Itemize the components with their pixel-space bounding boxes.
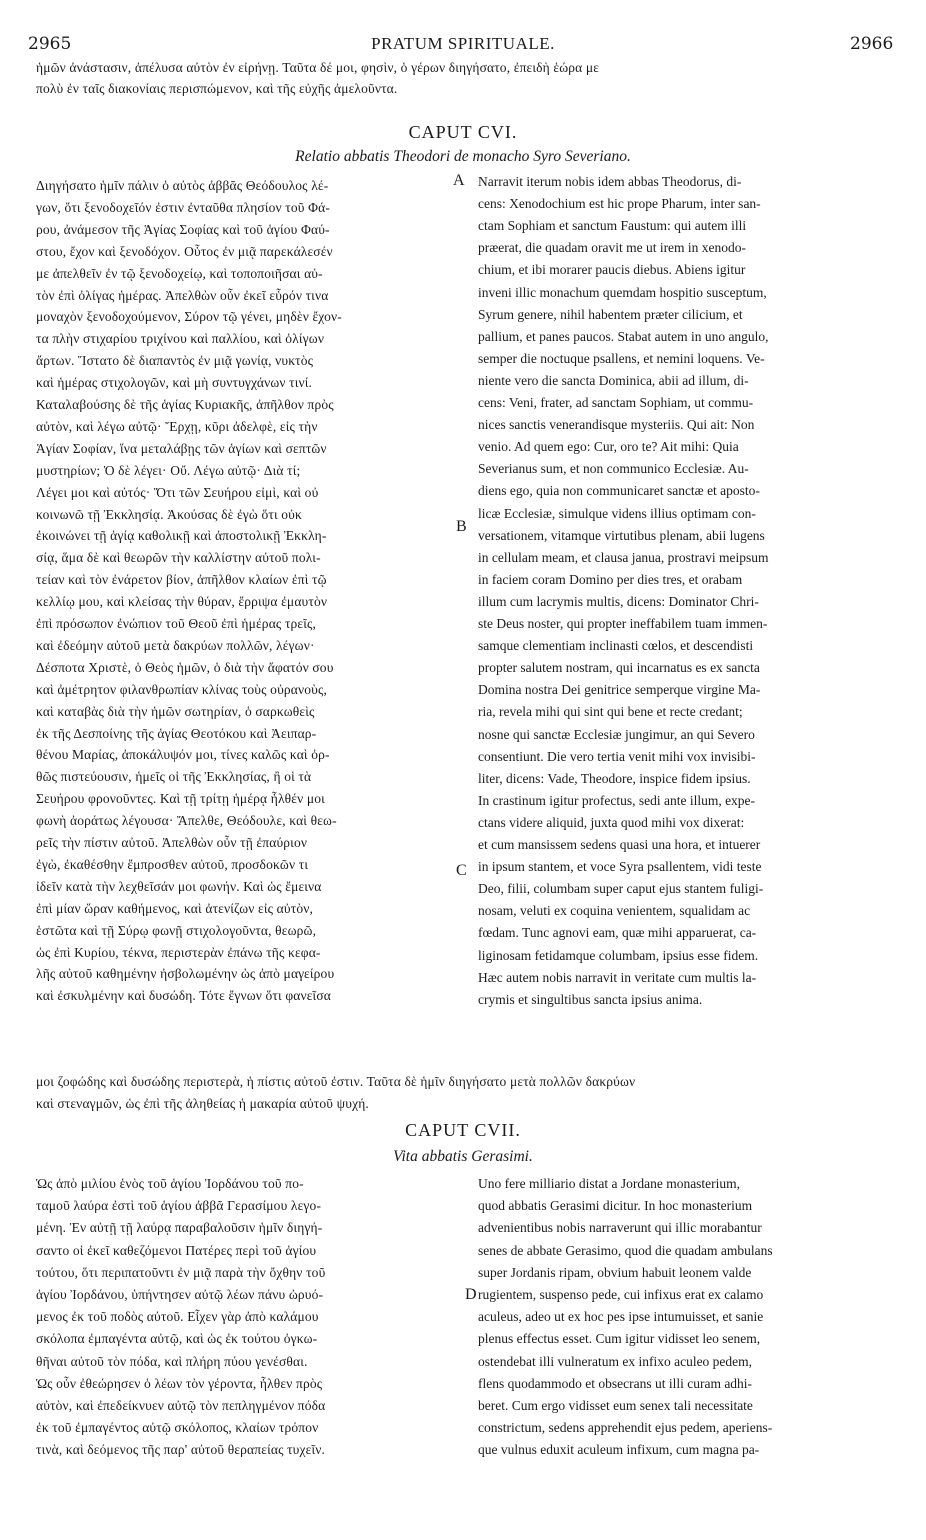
chapter-107-title: CAPUT CVII. (405, 1120, 521, 1140)
latin-text-line: pallium, et panes paucos. Stabat autem in uno angulo, (478, 328, 769, 344)
latin-text-line: Syrum genere, nihil habentem præter cilicium, et (478, 306, 743, 322)
greek-text-line: τα πλὴν στιχαρίου τριχίνου καὶ παλλίου, καὶ ὀλίγων (36, 331, 325, 347)
latin-text-line: cens: Veni, frater, ad sanctam Sophiam, ut commu- (478, 395, 754, 410)
latin-text-line: propter salutem nostram, qui incarnatus es ex sancta (478, 660, 760, 676)
greek-text-line: ἐκ τοῦ ἐμπαγέντος αὐτῷ σκόλοπος, κλαίων τρόπον (36, 1420, 319, 1436)
latin-text-line: consentiunt. Die vero tertia venit mihi vox invisibi- (478, 748, 756, 764)
greek-text-line: ὡς ἐπὶ Κυρίου, τέκνα, περιστερὰν ἐπάνω τῆς κεφα- (36, 944, 321, 960)
greek-text-line: θῶς πιστεύουσιν, ἡμεῖς οἱ τῆς Ἐκκλησίας, ἢ οἱ τὰ (36, 769, 312, 785)
margin-letter-c: C (456, 862, 467, 879)
greek-text-line: καὶ ἀμέτρητον φιλανθρωπίαν κλίνας τοὺς οὐρανοὺς, (36, 681, 328, 697)
latin-text-line: que vulnus eduxit aculeum infixum, cum magna pa- (478, 1442, 760, 1458)
latin-text-line: in faciem coram Domino per dies tres, et orabam (478, 571, 743, 587)
greek-continuation-line: μοι ζοφώδης καὶ δυσώδης περιστερὰ, ἡ πίστις αὐτοῦ ἐστιν. Ταῦτα δὲ ἡμῖν διηγήσατο μετὰ πολλῶν δακρύων (36, 1074, 636, 1089)
latin-text-line: licæ Ecclesiæ, simulque videns illius optimam con- (478, 505, 756, 521)
latin-text-line: senes de abbate Gerasimo, quod die quadam ambulans (478, 1242, 773, 1258)
greek-text-line: καὶ ἐσκυλμένην καὶ δυσώδη. Τότε ἔγνων ὅτι φανεῖσα (36, 988, 331, 1004)
latin-text-line: nosam, veluti ex coquina venientem, squalidam ac (478, 903, 751, 919)
latin-text-line: versationem, vitamque virtutibus plenam, abii lugens (478, 527, 765, 543)
greek-text-line: αὐτὸν, καὶ λέγω αὐτῷ· Ἔρχῃ, κῦρι ἀδελφὲ, εἰς τὴν (36, 418, 318, 434)
greek-text-line: μενος ἐκ τοῦ ποδὸς αὐτοῦ. Εἶχεν γὰρ ἀπὸ καλάμου (36, 1309, 319, 1325)
latin-text-line: in ipsum stantem, et voce Syra psallentem, vidi teste (478, 859, 762, 875)
intro-line: πολὺ ἐν ταῖς διακονίαις περισπώμενον, καὶ τῆς εὐχῆς ἀμελοῦντα. (36, 81, 398, 96)
latin-text-line: Domina nostra Dei genitrice semperque virgine Ma- (478, 682, 761, 698)
greek-text-line: καὶ ἡμέρας στιχολογῶν, καὶ μὴ συντυγχάνων τινί. (36, 375, 313, 391)
greek-text-line: θῆναι αὐτοῦ τὸν πόδα, καὶ πλήρη πύου γενέσθαι. (36, 1353, 308, 1369)
chapter-107-subtitle: Vita abbatis Gerasimi. (393, 1148, 533, 1165)
greek-text-line: μοναχὸν ξενοδοχούμενον, Σύρον τῷ γένει, μηδὲν ἔχον- (36, 309, 342, 325)
greek-text-line: θένου Μαρίας, ἀποκάλυψόν μοι, τίνες καλῶς καὶ ὀρ- (36, 747, 330, 763)
latin-text-line: ctam Sophiam et sanctum Faustum: qui autem illi (478, 218, 747, 234)
latin-text-line: Hæc autem nobis narravit in veritate cum multis la- (478, 969, 757, 985)
latin-text-line: plenus effectus esset. Cum igitur vidisset leo senem, (478, 1331, 761, 1347)
latin-text-line: chium, et ibi morarer paucis diebus. Abiens igitur (478, 262, 746, 278)
latin-text-line: diens ego, quia non communicaret sanctæ et aposto- (478, 483, 760, 499)
greek-text-line: τείαν καὶ τὸν ἐνάρετον βίον, ἀπῆλθον κλαίων ἐπὶ τῷ (36, 572, 327, 588)
latin-text-line: crymis et singultibus sancta ipsius anima. (478, 991, 703, 1007)
greek-text-line: κελλίῳ μου, καὶ κλείσας τὴν θύραν, ἔρριψα ἐμαυτὸν (36, 594, 328, 610)
latin-text-line: In crastinum igitur profectus, sedi ante illum, expe- (478, 792, 756, 808)
latin-text-line: inveni illic monachum quemdam hospitio susceptum, (478, 284, 767, 300)
latin-text-line: et cum mansissem sedens quasi una hora, et intuerer (478, 837, 761, 852)
latin-text-line: quod abbatis Gerasimi dicitur. In hoc monasterium (478, 1198, 753, 1214)
greek-text-line: φωνὴ ἀοράτως λέγουσα· Ἄπελθε, Θεόδουλε, καὶ θεω- (36, 813, 337, 829)
margin-letter-d: D (465, 1286, 477, 1303)
chapter-106-title: CAPUT CVI. (408, 122, 518, 142)
margin-letter-b: B (456, 518, 467, 535)
greek-text-line: ἐπὶ μίαν ὥραν καθήμενος, καὶ ἀτενίζων εἰς αὐτὸν, (36, 900, 313, 916)
latin-text-line: præerat, die quadam oravit me ut irem in xenodo- (478, 240, 747, 256)
latin-text-line: constrictum, sedens apprehendit ejus pedem, aperiens- (478, 1420, 773, 1436)
latin-text-line: flens quodammodo et obsecrans ut illi curam adhi- (478, 1375, 753, 1391)
latin-text-line: Narravit iterum nobis idem abbas Theodorus, di- (478, 174, 742, 189)
greek-text-line: ἑστῶτα καὶ τῇ Σύρῳ φωνῇ στιχολογοῦντα, θεωρῶ, (36, 922, 317, 938)
margin-letter-a: A (453, 172, 465, 189)
greek-text-line: ἐκοινώνει τῇ ἁγίᾳ καθολικῇ καὶ ἀποστολικῇ Ἐκκλη- (36, 528, 327, 544)
latin-text-line: liter, dicens: Vade, Theodore, inspice fidem ipsius. (478, 770, 751, 786)
greek-text-line: σαντο οἱ ἐκεῖ καθεζόμενοι Πατέρες περὶ τοῦ ἁγίου (36, 1242, 317, 1258)
greek-text-line: Ἁγίαν Σοφίαν, ἵνα μεταλάβῃς τῶν ἁγίων καὶ σεπτῶν (36, 440, 327, 456)
latin-text-line: beret. Cum ergo vidisset eum senex tali necessitate (478, 1398, 753, 1413)
running-title: PRATUM SPIRITUALE. (371, 34, 555, 53)
latin-text-line: liginosam fetidamque columbam, ipsius esse fidem. (478, 947, 759, 963)
greek-text-line: με ἀπελθεῖν ἐν τῷ ξενοδοχείῳ, καὶ τοποποιῆσαι αὐ- (36, 265, 323, 281)
latin-text-line: niente vero die sancta Dominica, abii ad illum, di- (478, 372, 749, 388)
latin-text-line: aculeus, adeo ut ex hoc pes ipse intumuisset, et sanie (478, 1309, 764, 1325)
greek-text-line: αὐτὸν, καὶ ἐπεδείκνυεν αὐτῷ τὸν πεπληγμένον πόδα (36, 1398, 326, 1413)
greek-text-line: τινὰ, καὶ δεόμενος τῆς παρ' αὐτοῦ θεραπείας τυχεῖν. (36, 1442, 326, 1458)
greek-text-line: ἁγίου Ἰορδάνου, ὑπήντησεν αὐτῷ λέων πάνυ ὠρυό- (36, 1287, 324, 1302)
greek-text-line: ἐκ τῆς Δεσποίνης τῆς ἁγίας Θεοτόκου καὶ Ἀειπαρ- (36, 725, 317, 741)
latin-text-line: ste Deus noster, qui propter ineffabilem tuam immen- (478, 616, 768, 631)
greek-continuation-line: καὶ στεναγμῶν, ὡς ἐπὶ τῆς ἀληθείας ἡ μακαρία αὐτοῦ ψυχή. (36, 1096, 369, 1111)
chapter-106-subtitle: Relatio abbatis Theodori de monacho Syro Severiano. (295, 148, 631, 165)
latin-text-line: Deo, filii, columbam super caput ejus stantem fuligi- (478, 881, 764, 897)
greek-text-line: ρου, ἀνάμεσον τῆς Ἁγίας Σοφίας καὶ τοῦ ἁγίου Φαύ- (36, 221, 330, 237)
greek-text-line: Σευήρου φρονοῦντες. Καὶ τῇ τρίτῃ ἡμέρᾳ ἦλθέν μοι (36, 791, 325, 807)
latin-text-line: nices sanctis venerandisque mysteriis. Qui ait: Non (478, 417, 755, 433)
latin-text-line: illum cum lacrymis multis, dicens: Dominator Chri- (478, 593, 759, 609)
latin-text-line: cens: Xenodochium est hic prope Pharum, inter san- (478, 196, 761, 212)
greek-text-line: Ὡς ἀπὸ μιλίου ἑνὸς τοῦ ἁγίου Ἰορδάνου τοῦ πο- (36, 1176, 304, 1191)
greek-text-line: ρεῖς τὴν πίστιν αὐτοῦ. Ἀπελθὼν οὖν τῇ ἐπαύριον (36, 835, 308, 850)
intro-line: ἡμῶν ἀνάστασιν, ἀπέλυσα αὐτὸν ἐν εἰρήνῃ. Ταῦτα δέ μοι, φησὶν, ὁ γέρων διηγήσατο, ἐπειδὴ ἑώρα με (36, 60, 600, 75)
greek-text-line: κοινωνῶ τῇ Ἐκκλησίᾳ. Ἀκούσας δὲ ἐγὼ ὅτι οὐκ (36, 506, 302, 522)
latin-text-line: in cellulam meam, et clausa janua, prostravi meipsum (478, 549, 769, 565)
greek-text-line: ἰδεῖν κατὰ τὴν λεχθεῖσάν μοι φωνήν. Καὶ ὡς ἔμεινα (36, 878, 322, 894)
greek-text-line: στου, ἔχον καὶ ξενοδόχον. Οὗτος ἐν μιᾷ παρεκάλεσέν (36, 243, 333, 259)
latin-text-line: ctans videre aliquid, juxta quod mihi vox dixerat: (478, 814, 745, 830)
right-page-number: 2966 (850, 34, 894, 54)
latin-text-line: rugientem, suspenso pede, cui infixus erat ex calamo (478, 1287, 764, 1302)
greek-text-line: Ὡς οὖν ἐθεώρησεν ὁ λέων τὸν γέροντα, ἦλθεν πρὸς (36, 1375, 323, 1391)
latin-text-line: fœdam. Tunc agnovi eam, quæ mihi apparuerat, ca- (478, 925, 757, 941)
latin-text-line: nosne qui sanctæ Ecclesiæ jungimur, an qui Severo (478, 726, 755, 742)
latin-text-line: samque clementiam inclinasti cœlos, et descendisti (478, 638, 754, 654)
latin-text-line: super Jordanis ripam, obvium habuit leonem valde (478, 1264, 752, 1280)
greek-text-line: ταμοῦ λαύρα ἐστὶ τοῦ ἁγίου ἀββᾶ Γερασίμου λεγο- (36, 1198, 322, 1214)
greek-text-line: ἐγὼ, ἐκαθέσθην ἔμπροσθεν αὐτοῦ, προσδοκῶν τι (36, 856, 309, 872)
greek-text-line: μένη. Ἐν αὐτῇ τῇ λαύρᾳ παραβαλοῦσιν ἡμῖν διηγή- (36, 1220, 323, 1236)
greek-text-line: τὸν ἐπὶ ὀλίγας ἡμέρας. Ἀπελθὼν οὖν ἐκεῖ εὗρόν τινα (36, 287, 329, 303)
greek-text-line: σκόλοπα ἐμπαγέντα αὐτῷ, καὶ ὡς ἐκ τούτου ὀγκω- (36, 1331, 318, 1347)
greek-text-line: μυστηρίων; Ὁ δὲ λέγει· Οὔ. Λέγω αὐτῷ· Διὰ τί; (36, 462, 301, 478)
latin-text-line: ria, revela mihi qui sint qui bene et recte credant; (478, 704, 743, 720)
latin-text-line: semper die noctuque psallens, et nemini loquens. Ve- (478, 350, 765, 366)
latin-text-line: ostendebat illi vulneratum ex infixo aculeo pedem, (478, 1353, 753, 1369)
greek-text-line: ἄρτων. Ἵστατο δὲ διαπαντὸς ἐν μιᾷ γωνίᾳ, νυκτὸς (36, 353, 314, 369)
greek-text-line: σίᾳ, ἅμα δὲ καὶ θεωρῶν τὴν καλλίστην αὐτοῦ πολι- (36, 550, 321, 566)
latin-text-line: Uno fere milliario distat a Jordane monasterium, (478, 1176, 741, 1191)
greek-text-line: καὶ ἐδεόμην αὐτοῦ μετὰ δακρύων πολλῶν, λέγων· (36, 637, 315, 653)
left-page-number: 2965 (28, 34, 72, 54)
greek-text-line: Λέγει μοι καὶ αὐτός· Ὅτι τῶν Σευήρου εἰμὶ, καὶ οὐ (36, 484, 319, 500)
latin-text-line: Severianus sum, et non communico Ecclesiæ. Au- (478, 461, 749, 477)
greek-text-line: Καταλαβούσης δὲ τῆς ἁγίας Κυριακῆς, ἀπῆλθον πρὸς (36, 397, 334, 412)
greek-text-line: τούτου, ὅτι περιπατοῦντι ἐν μιᾷ παρὰ τὴν ὄχθην τοῦ (36, 1264, 326, 1280)
greek-text-line: ἐπὶ πρόσωπον ἐνώπιον τοῦ Θεοῦ ἐπὶ ἡμέρας τρεῖς, (36, 616, 317, 631)
greek-text-line: καὶ καταβὰς διὰ τὴν ἡμῶν σωτηρίαν, ὁ σαρκωθεὶς (36, 703, 315, 719)
greek-text-line: γων, ὅτι ξενοδοχεῖόν ἐστιν ἐνταῦθα πλησίον τοῦ Φά- (36, 199, 331, 215)
latin-text-line: advenientibus nobis narraverunt qui illic morabantur (478, 1220, 762, 1236)
latin-text-line: venio. Ad quem ego: Cur, oro te? Ait mihi: Quia (478, 439, 739, 455)
greek-text-line: λῆς αὐτοῦ καθημένην ἠσβολωμένην ὡς ἀπὸ μαγείρου (36, 966, 335, 982)
greek-text-line: Δέσποτα Χριστὲ, ὁ Θεὸς ἡμῶν, ὁ διὰ τὴν ἄφατόν σου (36, 659, 334, 675)
greek-text-line: Διηγήσατο ἡμῖν πάλιν ὁ αὐτὸς ἀββᾶς Θεόδουλος λέ- (36, 178, 329, 193)
